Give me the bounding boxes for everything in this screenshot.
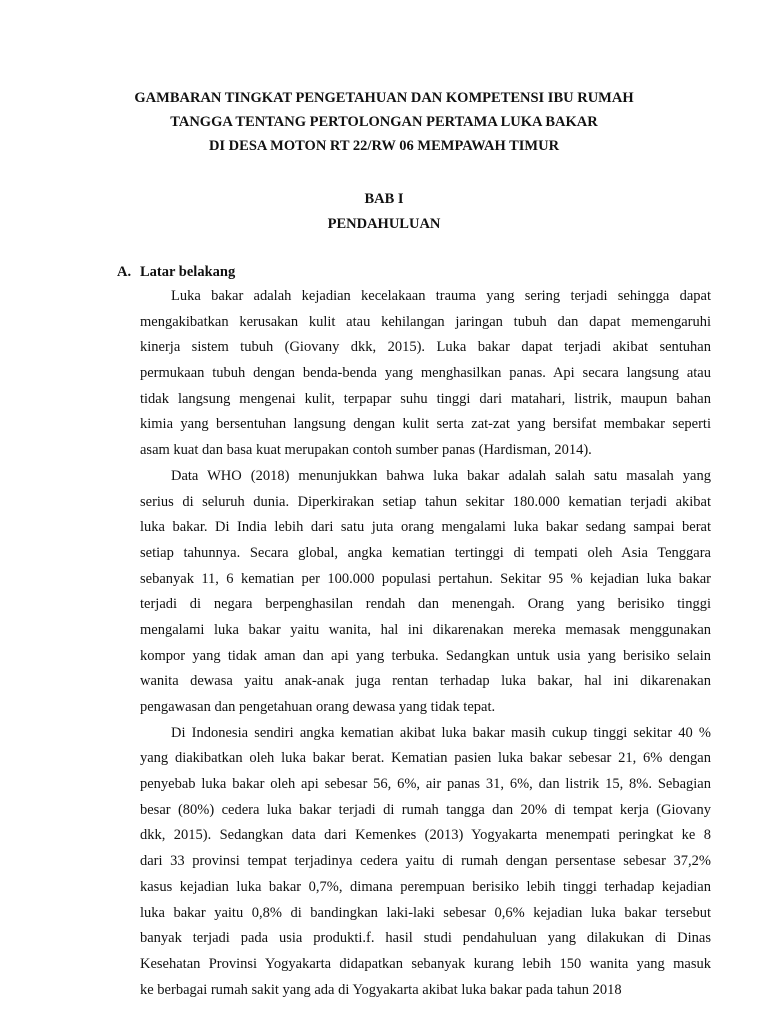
paragraph xyxy=(140,466,711,723)
paragraph-line: mengalami luka bakar yaitu wanita, hal ini dikarenakan mereka memasak menggunakan xyxy=(140,621,711,638)
paragraph-line: permukaan tubuh dengan benda-benda yang menghasilkan panas. Api secara langsung atau xyxy=(140,365,711,382)
paragraph-line: Data WHO (2018) menunjukkan bahwa luka bakar adalah salah satu masalah yang xyxy=(171,467,711,484)
paragraph-line: tidak langsung mengenai kulit, terpapar suhu tinggi dari matahari, listrik, maupun bahan xyxy=(140,390,711,407)
section-letter: A. xyxy=(117,264,132,280)
paragraph-line: ke berbagai rumah sakit yang ada di Yogyakarta akibat luka bakar pada tahun 2018 xyxy=(140,981,622,998)
paragraph-line: terjadi di negara berpenghasilan rendah dan menengah. Orang yang berisiko tinggi xyxy=(140,596,711,613)
paragraph-line: yang diakibatkan oleh luka bakar berat. Kematian pasien luka bakar sebesar 21, 6% dengan xyxy=(140,750,711,767)
paragraph xyxy=(140,286,711,466)
chapter-heading xyxy=(0,187,768,237)
paragraph-line: asam kuat dan basa kuat merupakan contoh sumber panas (Hardisman, 2014). xyxy=(140,442,592,459)
paragraph-line: mengakibatkan kerusakan kulit atau kehilangan jaringan tubuh dan dapat memengaruhi xyxy=(140,313,711,330)
paragraph-line: kinerja sistem tubuh (Giovany dkk, 2015). Luka bakar dapat terjadi akibat sentuhan xyxy=(140,339,711,356)
paragraph-line: wanita dewasa yaitu anak-anak juga rentan terhadap luka bakar, hal ini dikarenakan xyxy=(140,673,711,690)
paragraph-line: setiap tahunnya. Secara global, angka kematian tertinggi di tempati oleh Asia Tenggara xyxy=(140,544,711,561)
document-title xyxy=(0,86,768,158)
paragraph-line: dkk, 2015). Sedangkan data dari Kemenkes (2013) Yogyakarta menempati peringkat ke 8 xyxy=(140,827,711,844)
title-line: DI DESA MOTON RT 22/RW 06 MEMPAWAH TIMUR xyxy=(208,138,560,154)
paragraph-line: pengawasan dan pengetahuan orang dewasa yang tidak tepat. xyxy=(140,699,496,715)
title-line: GAMBARAN TINGKAT PENGETAHUAN DAN KOMPETENSI IBU RUMAH xyxy=(134,90,634,106)
paragraph-line: Kesehatan Provinsi Yogyakarta didapatkan sebanyak kurang lebih 150 wanita yang masuk xyxy=(140,955,711,972)
paragraph-line: sebanyak 11, 6 kematian per 100.000 populasi pertahun. Sekitar 95 % kejadian luka bakar xyxy=(140,570,711,587)
paragraph-line: luka bakar. Di India lebih dari satu juta orang mengalami luka bakar sedang sampai berat xyxy=(140,519,711,536)
paragraph-line: kimia yang bersentuhan langsung dengan kulit serta zat-zat yang bersifat membakar seperti xyxy=(140,416,711,433)
paragraph-line: luka bakar yaitu 0,8% di bandingkan laki-laki sebesar 0,6% kejadian luka bakar tersebut xyxy=(140,904,711,921)
paragraph-line: serius di seluruh dunia. Diperkirakan setiap tahun sekitar 180.000 kematian terjadi akibat xyxy=(140,493,711,510)
chapter-number: BAB I xyxy=(364,191,404,207)
paragraph-line: kompor yang tidak aman dan api yang terbuka. Sedangkan untuk usia yang berisiko selain xyxy=(140,647,711,664)
paragraph-line: kasus kejadian luka bakar 0,7%, dimana perempuan berisiko lebih tinggi terhadap kejadian xyxy=(140,878,711,895)
body-text xyxy=(140,286,711,1005)
paragraph-line: Di Indonesia sendiri angka kematian akibat luka bakar masih cukup tinggi sekitar 40 % xyxy=(171,724,711,741)
paragraph-line: dari 33 provinsi tempat terjadinya cedera yaitu di rumah dengan persentase sebesar 37,2% xyxy=(140,853,711,870)
title-line: TANGGA TENTANG PERTOLONGAN PERTAMA LUKA BAKAR xyxy=(170,114,598,130)
paragraph-line: Luka bakar adalah kejadian kecelakaan trauma yang sering terjadi sehingga dapat xyxy=(171,288,711,304)
chapter-name: PENDAHULUAN xyxy=(327,216,441,232)
paragraph-line: banyak terjadi pada usia produkti.f. hasil studi pendahuluan yang dilakukan di Dinas xyxy=(140,930,711,947)
section-heading xyxy=(117,262,235,282)
paragraph-line: penyebab luka bakar oleh api sebesar 56, 6%, air panas 31, 6%, dan listrik 15, 8%. Sebagian xyxy=(140,776,711,793)
paragraph xyxy=(140,723,711,1006)
paragraph-line: besar (80%) cedera luka bakar terjadi di rumah tangga dan 20% di tempat kerja (Giovany xyxy=(140,801,711,818)
section-title: Latar belakang xyxy=(140,264,236,280)
